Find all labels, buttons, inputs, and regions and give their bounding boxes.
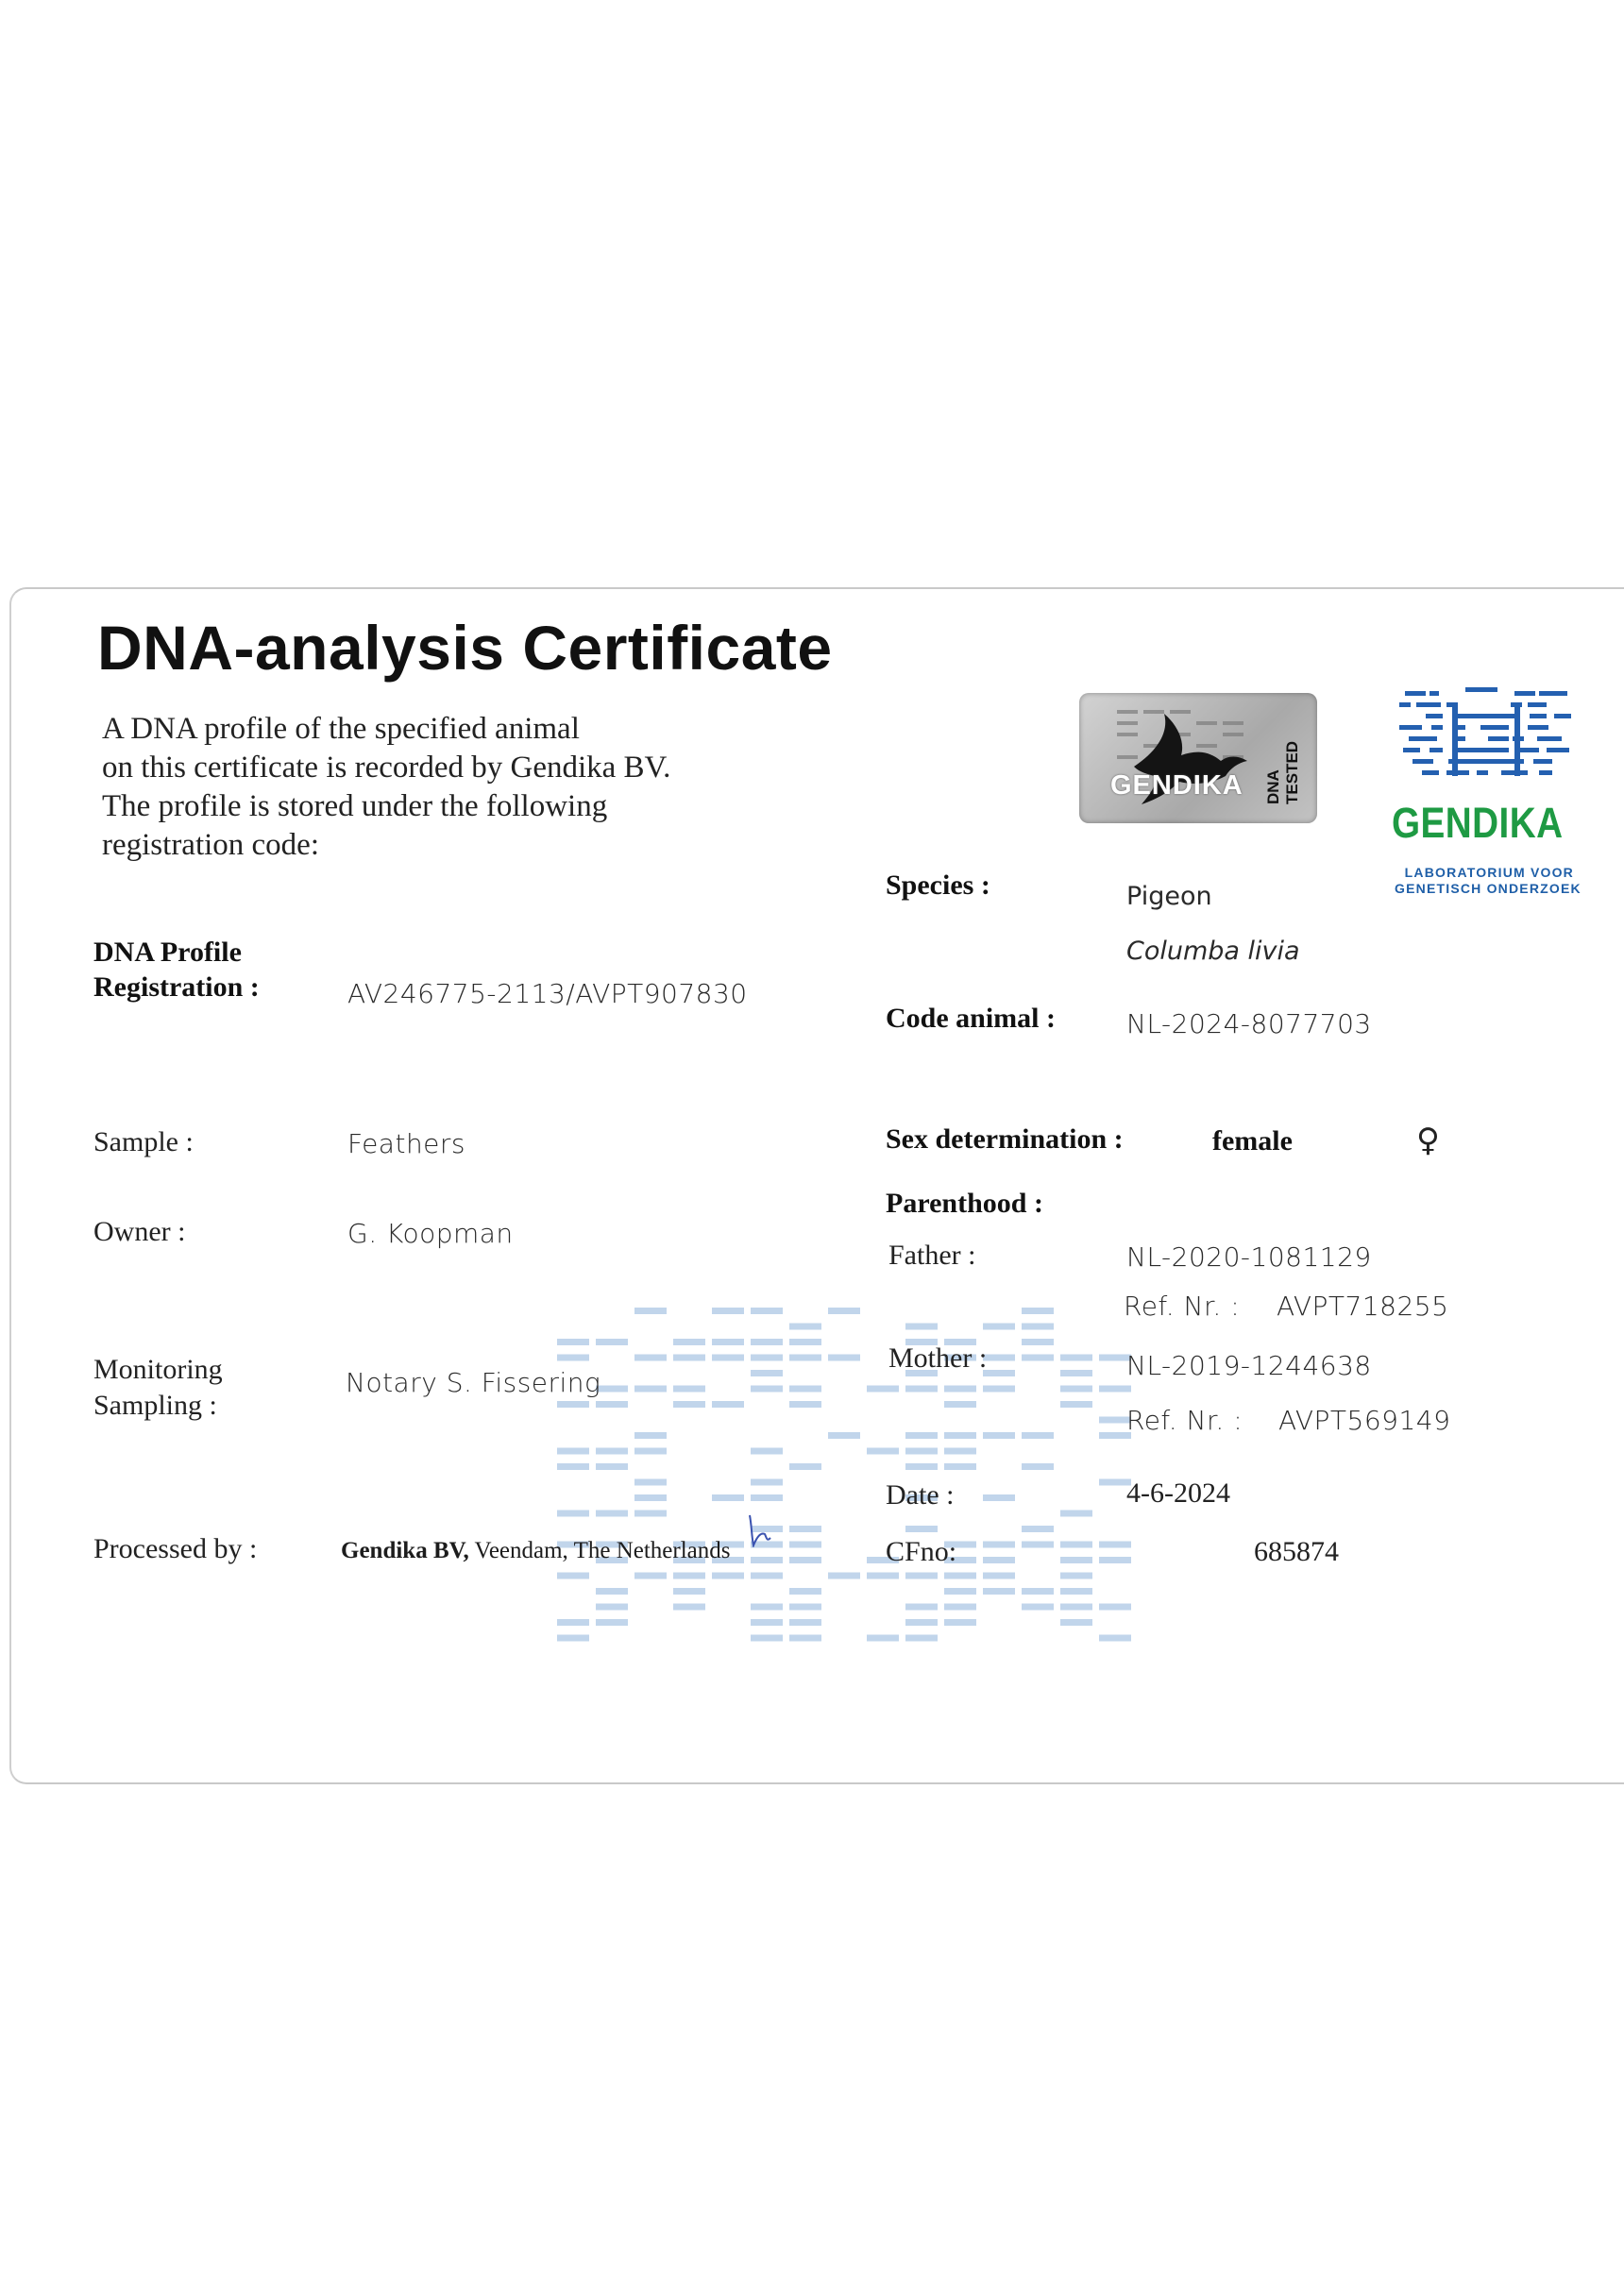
watermark-band [828, 1432, 860, 1439]
processed-value [341, 1538, 731, 1564]
monitoring-label: Monitoring [93, 1354, 223, 1385]
watermark-band [983, 1573, 1015, 1579]
watermark-band [751, 1386, 783, 1393]
watermark-band [751, 1355, 783, 1361]
watermark-band [789, 1386, 821, 1393]
mother-ref-value: AVPT569149 [1278, 1405, 1451, 1436]
watermark-band [673, 1588, 705, 1595]
watermark-band [1060, 1604, 1092, 1611]
watermark-band [751, 1635, 783, 1642]
code-animal-value: NL-2024-8077703 [1126, 1008, 1372, 1039]
female-symbol-icon: ♀ [1416, 1122, 1440, 1159]
watermark-band [596, 1619, 628, 1626]
sample-label: Sample : [93, 1126, 194, 1157]
watermark-band [673, 1339, 705, 1345]
dna-tested-seal [1079, 693, 1317, 823]
code-animal-label: Code animal : [886, 1003, 1056, 1034]
mother-value: NL-2019-1244638 [1126, 1350, 1372, 1381]
father-label: Father : [888, 1240, 976, 1271]
watermark-band [1022, 1324, 1054, 1330]
watermark-band [751, 1604, 783, 1611]
watermark-band [789, 1588, 821, 1595]
watermark-band [983, 1370, 1015, 1376]
watermark-band [905, 1604, 938, 1611]
watermark-band [1022, 1339, 1054, 1345]
watermark-band [867, 1386, 899, 1393]
watermark-band [789, 1339, 821, 1345]
watermark-band [1022, 1604, 1054, 1611]
watermark-band [867, 1573, 899, 1579]
watermark-band [905, 1635, 938, 1642]
watermark-band [944, 1619, 976, 1626]
gendika-logo-icon [1397, 687, 1573, 799]
watermark-band [789, 1324, 821, 1330]
watermark-band [983, 1324, 1015, 1330]
watermark-band [867, 1635, 899, 1642]
watermark-band [905, 1526, 938, 1532]
watermark-band [634, 1448, 667, 1455]
watermark-band [712, 1308, 744, 1314]
watermark-band [828, 1573, 860, 1579]
mother-label: Mother : [888, 1342, 988, 1374]
sample-value: Feathers [347, 1128, 466, 1159]
watermark-band [751, 1308, 783, 1314]
watermark-band [789, 1542, 821, 1548]
watermark-band [673, 1386, 705, 1393]
watermark-band [712, 1494, 744, 1501]
watermark-band [751, 1573, 783, 1579]
intro-line: A DNA profile of the specified animal [102, 712, 580, 746]
monitoring-value: Notary S. Fissering [346, 1367, 601, 1398]
watermark-band [789, 1635, 821, 1642]
watermark-band [634, 1479, 667, 1486]
watermark-band [905, 1386, 938, 1393]
watermark-band [944, 1463, 976, 1470]
intro-paragraph [102, 710, 763, 865]
watermark-band [983, 1355, 1015, 1361]
watermark-band [905, 1448, 938, 1455]
watermark-band [634, 1386, 667, 1393]
watermark-band [828, 1308, 860, 1314]
watermark-band [1060, 1511, 1092, 1517]
watermark-band [557, 1573, 589, 1579]
watermark-band [828, 1355, 860, 1361]
watermark-band [1099, 1542, 1131, 1548]
watermark-band [944, 1401, 976, 1408]
watermark-band [1022, 1526, 1054, 1532]
watermark-band [596, 1511, 628, 1517]
dna-profile-label: DNA Profile [93, 937, 242, 968]
certificate-title: DNA-analysis Certificate [97, 613, 833, 683]
watermark-band [634, 1511, 667, 1517]
watermark-band [751, 1339, 783, 1345]
sex-value: female [1212, 1125, 1293, 1156]
watermark-band [983, 1588, 1015, 1595]
watermark-band [1060, 1573, 1092, 1579]
watermark-band [634, 1573, 667, 1579]
watermark-band [596, 1339, 628, 1345]
watermark-band [944, 1604, 976, 1611]
owner-value: G. Koopman [347, 1218, 514, 1249]
watermark-band [673, 1355, 705, 1361]
watermark-band [789, 1619, 821, 1626]
sampling-label: Sampling : [93, 1390, 217, 1421]
watermark-band [944, 1432, 976, 1439]
watermark-band [1060, 1401, 1092, 1408]
watermark-band [1099, 1386, 1131, 1393]
watermark-band [557, 1463, 589, 1470]
watermark-band [751, 1557, 783, 1563]
intro-line: registration code: [102, 828, 320, 862]
watermark-band [634, 1494, 667, 1501]
watermark-band [751, 1619, 783, 1626]
watermark-band [983, 1432, 1015, 1439]
watermark-band [1099, 1635, 1131, 1642]
watermark-band [789, 1401, 821, 1408]
watermark-band [712, 1339, 744, 1345]
watermark-band [983, 1494, 1015, 1501]
date-value: 4-6-2024 [1126, 1477, 1230, 1509]
watermark-band [905, 1573, 938, 1579]
registration-label: Registration : [93, 971, 260, 1003]
father-ref-label: Ref. Nr. : [1124, 1291, 1241, 1322]
watermark-band [634, 1308, 667, 1314]
watermark-band [557, 1511, 589, 1517]
registration-value: AV246775-2113/AVPT907830 [347, 978, 748, 1009]
watermark-band [596, 1448, 628, 1455]
mother-ref-label: Ref. Nr. : [1126, 1405, 1243, 1436]
watermark-band [905, 1463, 938, 1470]
watermark-band [1060, 1557, 1092, 1563]
watermark-band [944, 1573, 976, 1579]
gendika-logo-subtitle: LABORATORIUM VOOR GENETISCH ONDERZOEK [1395, 865, 1582, 896]
watermark-band [751, 1479, 783, 1486]
father-ref-value: AVPT718255 [1277, 1291, 1449, 1322]
gendika-logo-text: GENDIKA [1392, 799, 1564, 847]
intro-line: The profile is stored under the following [102, 789, 608, 823]
watermark-band [673, 1401, 705, 1408]
seal-brand-text: GENDIKA [1110, 770, 1243, 801]
owner-label: Owner : [93, 1216, 186, 1247]
watermark-band [596, 1463, 628, 1470]
watermark-band [1060, 1542, 1092, 1548]
watermark-band [789, 1463, 821, 1470]
watermark-band [905, 1324, 938, 1330]
sex-determination-label: Sex determination : [886, 1123, 1124, 1155]
watermark-band [712, 1401, 744, 1408]
watermark-band [673, 1604, 705, 1611]
watermark-band [1022, 1542, 1054, 1548]
watermark-band [596, 1604, 628, 1611]
watermark-band [751, 1494, 783, 1501]
processed-label: Processed by : [93, 1533, 258, 1564]
watermark-band [557, 1339, 589, 1345]
watermark-band [557, 1401, 589, 1408]
watermark-band [557, 1619, 589, 1626]
watermark-band [905, 1619, 938, 1626]
watermark-band [634, 1432, 667, 1439]
watermark-band [983, 1557, 1015, 1563]
watermark-band [1060, 1588, 1092, 1595]
watermark-band [1022, 1463, 1054, 1470]
watermark-band [751, 1448, 783, 1455]
watermark-band [751, 1370, 783, 1376]
father-value: NL-2020-1081129 [1126, 1241, 1372, 1273]
watermark-band [557, 1355, 589, 1361]
watermark-band [1060, 1386, 1092, 1393]
watermark-band [557, 1635, 589, 1642]
watermark-band [1022, 1432, 1054, 1439]
watermark-band [596, 1588, 628, 1595]
watermark-band [944, 1386, 976, 1393]
watermark-band [712, 1573, 744, 1579]
cfno-value: 685874 [1254, 1536, 1339, 1567]
watermark-band [944, 1448, 976, 1455]
watermark-band [1022, 1355, 1054, 1361]
watermark-band [1099, 1604, 1131, 1611]
cfno-label: CFno: [886, 1536, 957, 1567]
seal-dna-tested-text: DNA TESTED [1264, 740, 1301, 804]
processed-company: Gendika BV, [341, 1538, 469, 1563]
watermark-band [983, 1542, 1015, 1548]
watermark-band [1022, 1588, 1054, 1595]
watermark-band [1060, 1619, 1092, 1626]
watermark-band [905, 1432, 938, 1439]
watermark-band [634, 1355, 667, 1361]
initial-signature [746, 1513, 774, 1547]
watermark-band [867, 1448, 899, 1455]
watermark-band [789, 1604, 821, 1611]
processed-location: Veendam, The Netherlands [474, 1538, 731, 1563]
watermark-band [1099, 1557, 1131, 1563]
watermark-band [1022, 1308, 1054, 1314]
species-common-value: Pigeon [1126, 882, 1212, 911]
intro-line: on this certificate is recorded by Gendika BV. [102, 751, 671, 785]
watermark-band [1060, 1370, 1092, 1376]
watermark-band [789, 1355, 821, 1361]
dna-watermark [552, 1303, 1157, 1662]
species-label: Species : [886, 869, 990, 901]
watermark-band [673, 1573, 705, 1579]
watermark-band [557, 1448, 589, 1455]
watermark-band [1060, 1355, 1092, 1361]
watermark-band [789, 1557, 821, 1563]
parenthood-label: Parenthood : [886, 1188, 1043, 1219]
date-label: Date : [886, 1479, 955, 1511]
watermark-band [712, 1355, 744, 1361]
watermark-band [944, 1588, 976, 1595]
species-latin-value: Columba livia [1126, 937, 1300, 966]
watermark-band [596, 1401, 628, 1408]
watermark-band [983, 1386, 1015, 1393]
watermark-band [789, 1526, 821, 1532]
